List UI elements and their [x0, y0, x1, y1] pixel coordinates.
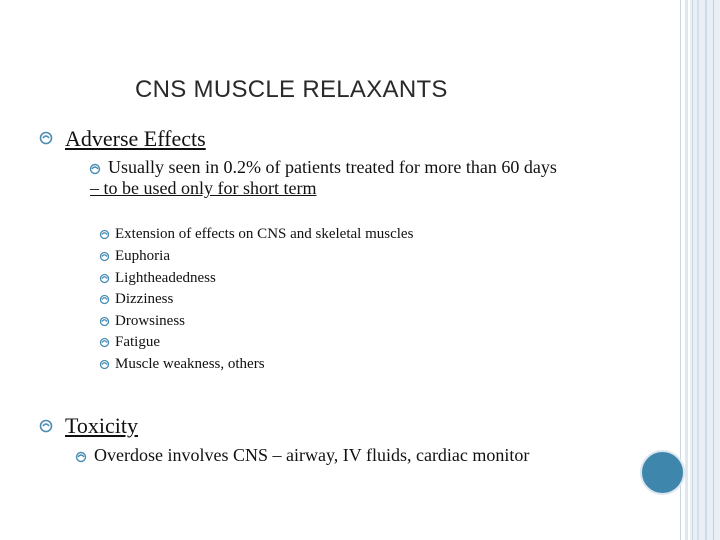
curl-bullet-icon [39, 131, 53, 145]
list-item: Lightheadedness [115, 270, 216, 286]
curl-bullet-icon [75, 451, 89, 463]
curl-bullet-icon [99, 359, 111, 370]
curl-bullet-icon [99, 273, 111, 284]
side-line [713, 0, 714, 540]
list-item: Dizziness [115, 291, 174, 307]
curl-bullet-icon [89, 163, 103, 175]
side-line [685, 0, 688, 540]
list-item: Extension of effects on CNS and skeletal muscles [115, 226, 414, 242]
side-line [697, 0, 699, 540]
list-item: Euphoria [115, 248, 170, 264]
curl-bullet-icon [99, 251, 111, 262]
decorative-circle [640, 450, 685, 495]
list-item: Fatigue [115, 334, 160, 350]
curl-bullet-icon [99, 316, 111, 327]
curl-bullet-icon [99, 229, 111, 240]
sub-text: Overdose involves CNS – airway, IV fluids, cardiac monitor [94, 445, 530, 465]
curl-bullet-icon [39, 419, 53, 433]
list-item: Drowsiness [115, 313, 185, 329]
sub-text: Usually seen in 0.2% of patients treated for more than 60 days [108, 157, 557, 177]
side-line [705, 0, 707, 540]
side-line [692, 0, 693, 540]
section-heading-toxicity: Toxicity [65, 413, 139, 438]
curl-bullet-icon [99, 294, 111, 305]
curl-bullet-icon [99, 337, 111, 348]
section-heading-adverse-effects: Adverse Effects [65, 126, 206, 151]
sub-text-continuation: – to be used only for short term [90, 178, 317, 198]
list-item: Muscle weakness, others [115, 356, 265, 372]
slide-title: CNS MUSCLE RELAXANTS [135, 76, 448, 103]
